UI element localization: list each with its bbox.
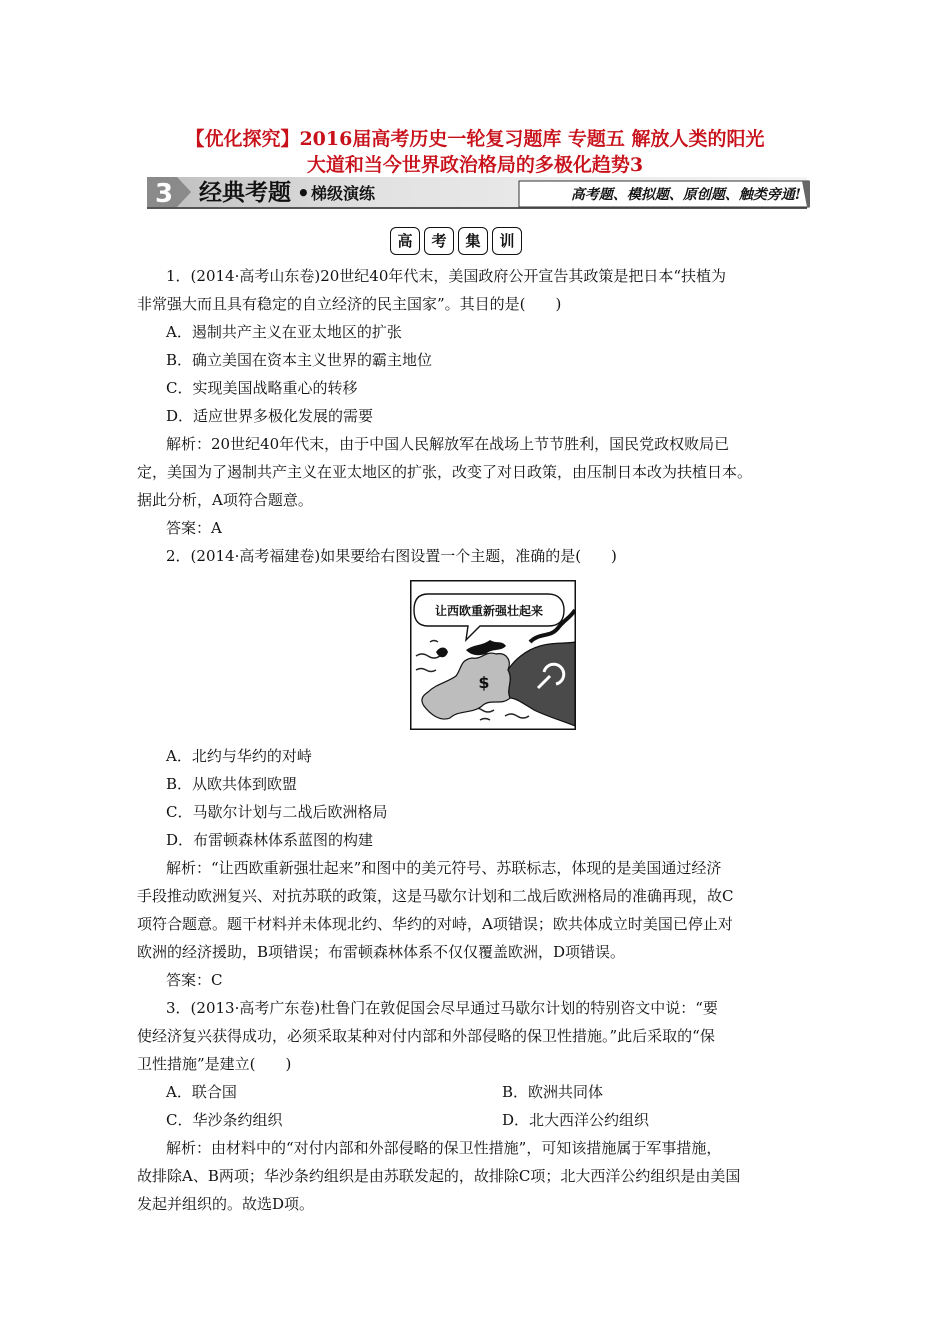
question-3-analysis: 故排除A、B两项；华沙条约组织是由苏联发起的，故排除C项；北大西洋公约组织是由美国 <box>137 1167 741 1185</box>
question-2-analysis: 解析：“让西欧重新强壮起来”和图中的美元符号、苏联标志，体现的是美国通过经济 <box>166 859 722 877</box>
question-2-stem: 2．(2014·高考福建卷)如果要给右图设置一个主题，准确的是( ) <box>166 547 617 565</box>
question-1-analysis: 解析：20世纪40年代末，由于中国人民解放军在战场上节节胜利，国民党政权败局已 <box>166 435 730 453</box>
question-2-option-d: D．布雷顿森林体系蓝图的构建 <box>166 831 374 849</box>
question-1-stem: 1．(2014·高考山东卷)20世纪40年代末，美国政府公开宣告其政策是把日本“扶植为 <box>166 267 727 285</box>
question-2-answer: 答案：C <box>166 971 223 989</box>
question-1-answer: 答案：A <box>166 519 222 537</box>
question-3-option-a: A．联合国 <box>166 1083 237 1101</box>
question-2-option-a: A．北约与华约的对峙 <box>166 747 312 765</box>
marshall-plan-cartoon <box>410 580 576 730</box>
question-3-stem: 卫性措施”是建立( ) <box>137 1055 292 1073</box>
document-title-line-1: 【优化探究】2016届高考历史一轮复习题库 专题五 解放人类的阳光 <box>185 128 765 150</box>
question-2-analysis: 手段推动欧洲复兴、对抗苏联的政策，这是马歇尔计划和二战后欧洲格局的准确再现，故C <box>137 887 734 905</box>
banner-number: 3 <box>154 179 174 209</box>
section-header-gaokao-jixun <box>390 227 522 255</box>
question-3-option-c: C．华沙条约组织 <box>166 1111 283 1129</box>
question-1-option-b: B．确立美国在资本主义世界的霸主地位 <box>166 351 433 369</box>
question-3-stem: 使经济复兴获得成功，必须采取某种对付内部和外部侵略的保卫性措施。”此后采取的“保 <box>137 1027 715 1045</box>
question-2-analysis: 项符合题意。题干材料并未体现北约、华约的对峙，A项错误；欧共体成立时美国已停止对 <box>137 915 733 933</box>
question-3-stem: 3．(2013·高考广东卷)杜鲁门在敦促国会尽早通过马歇尔计划的特别咨文中说：“要 <box>166 999 718 1017</box>
dollar-sign-icon: $ <box>478 673 490 692</box>
question-3-option-b: B．欧洲共同体 <box>502 1083 604 1101</box>
document-title-line-2: 大道和当今世界政治格局的多极化趋势3 <box>306 154 644 176</box>
question-2-option-c: C．马歇尔计划与二战后欧洲格局 <box>166 803 388 821</box>
section-char: 高 <box>390 227 420 255</box>
banner-subtitle: 梯级演练 <box>311 184 376 203</box>
cartoon-bubble-text: 让西欧重新强壮起来 <box>434 604 544 618</box>
question-1-option-d: D．适应世界多极化发展的需要 <box>166 407 374 425</box>
question-1-analysis: 据此分析，A项符合题意。 <box>137 491 313 509</box>
section-char: 集 <box>458 227 488 255</box>
question-2-option-b: B．从欧共体到欧盟 <box>166 775 298 793</box>
question-3-option-d: D．北大西洋公约组织 <box>502 1111 650 1129</box>
section-char: 考 <box>424 227 454 255</box>
section-banner <box>147 177 811 211</box>
banner-tagline: 高考题、模拟题、原创题、触类旁通! <box>570 187 801 203</box>
question-1-analysis: 定，美国为了遏制共产主义在亚太地区的扩张，改变了对日政策，由压制日本改为扶植日本。 <box>137 463 753 481</box>
question-1-option-a: A．遏制共产主义在亚太地区的扩张 <box>166 323 402 341</box>
section-char: 训 <box>492 227 522 255</box>
question-1-stem: 非常强大而且具有稳定的自立经济的民主国家”。其目的是( ) <box>137 295 562 313</box>
banner-main-title: 经典考题 <box>199 180 291 206</box>
question-1-option-c: C．实现美国战略重心的转移 <box>166 379 358 397</box>
question-3-analysis: 发起并组织的。故选D项。 <box>137 1195 315 1213</box>
question-3-analysis: 解析：由材料中的“对付内部和外部侵略的保卫性措施”，可知该措施属于军事措施， <box>166 1139 722 1157</box>
banner-separator: • <box>297 181 310 205</box>
question-2-analysis: 欧洲的经济援助，B项错误；布雷顿森林体系不仅仅覆盖欧洲，D项错误。 <box>137 943 626 961</box>
